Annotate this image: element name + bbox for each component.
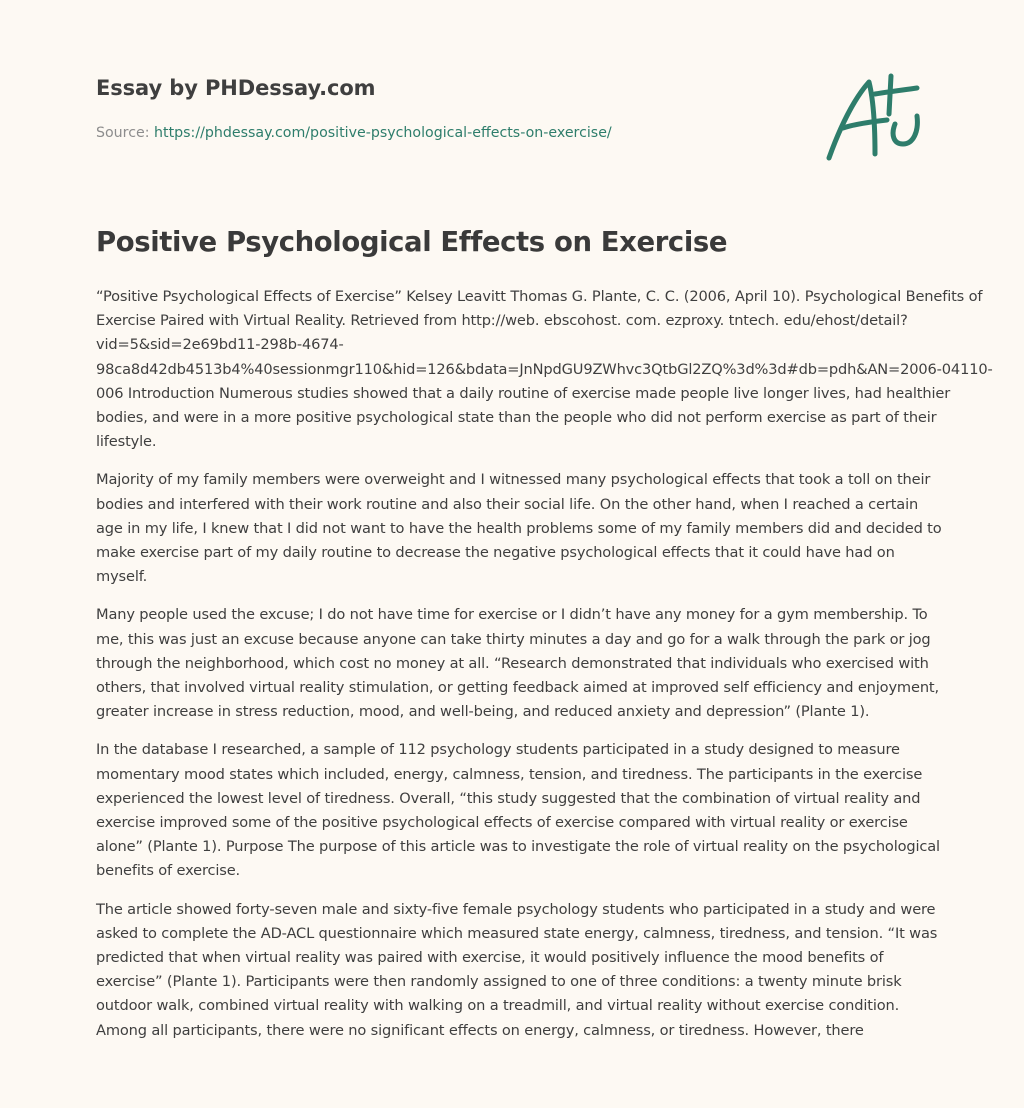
site-brand: Essay by PHDessay.com (96, 76, 376, 100)
page-header (96, 76, 928, 196)
a-plus-logo-icon (821, 68, 931, 168)
article-title: Positive Psychological Effects on Exercise (96, 226, 728, 258)
source-line (96, 125, 612, 141)
source-link[interactable]: https://phdessay.com/positive-psychological-effects-on-exercise/ (154, 125, 612, 141)
source-label: Source: (96, 125, 150, 141)
article-paragraph: In the database I researched, a sample of 112 psychology students participated in a study designed to measure momentary mood states which included, energy, calmness, tension, and tiredness. The participants in the exercise experienced the lowest level of tiredness. Overall, “this study suggested that the combination of virtual reality and exercise improved some of the positive psychological effects of exercise compared with virtual reality or exercise alone” (Plante 1). Purpose The purpose of this article was to investigate the role of virtual reality on the psychological benefits of exercise. (96, 741, 940, 880)
article-paragraph: “Positive Psychological Effects of Exercise” Kelsey Leavitt Thomas G. Plante, C. C. (2006, April 10). Psychological Benefits of Exercise Paired with Virtual Reality. Retrieved from http://web. ebscohost. com. ezproxy. tntech. edu/ehost/detail? vid=5&sid=2e69bd11-298b-4674-98ca8d42db4513b4%40sessionmgr110&hid=126&bdata=JnNpdGU9ZWhvc3QtbGl2ZQ%3d%3d#db=pdh&AN=2006-04110-006 Introduction Numerous studies showed that a daily routine of exercise made people live longer lives, had healthier bodies, and were in a more positive psychological state than the people who did not perform exercise as part of their lifestyle. (96, 288, 993, 451)
article-body (96, 285, 993, 1057)
article-paragraph: Many people used the excuse; I do not have time for exercise or I didn’t have any money for a gym membership. To me, this was just an excuse because anyone can take thirty minutes a day and go for a walk through the park or jog through the neighborhood, which cost no money at all. “Research demonstrated that individuals who exercised with others, that involved virtual reality stimulation, or getting feedback aimed at improved self efficiency and enjoyment, greater increase in stress reduction, mood, and well-being, and reduced anxiety and depression” (Plante 1). (96, 606, 939, 721)
article-paragraph: The article showed forty-seven male and sixty-five female psychology students who participated in a study and were asked to complete the AD-ACL questionnaire which measured state energy, calmness, tiredness, and tension. “It was predicted that when virtual reality was paired with exercise, it would positively influence the mood benefits of exercise” (Plante 1). Participants were then randomly assigned to one of three conditions: a twenty minute brisk outdoor walk, combined virtual reality with walking on a treadmill, and virtual reality without exercise condition. Among all participants, there were no significant effects on energy, calmness, or tiredness. However, there (96, 900, 938, 1039)
article-paragraph: Majority of my family members were overweight and I witnessed many psychological effects that took a toll on their bodies and interfered with their work routine and also their social life. On the other hand, when I reached a certain age in my life, I knew that I did not want to have the health problems some of my family members did and decided to make exercise part of my daily routine to decrease the negative psychological effects that it could have had on myself. (96, 471, 942, 586)
